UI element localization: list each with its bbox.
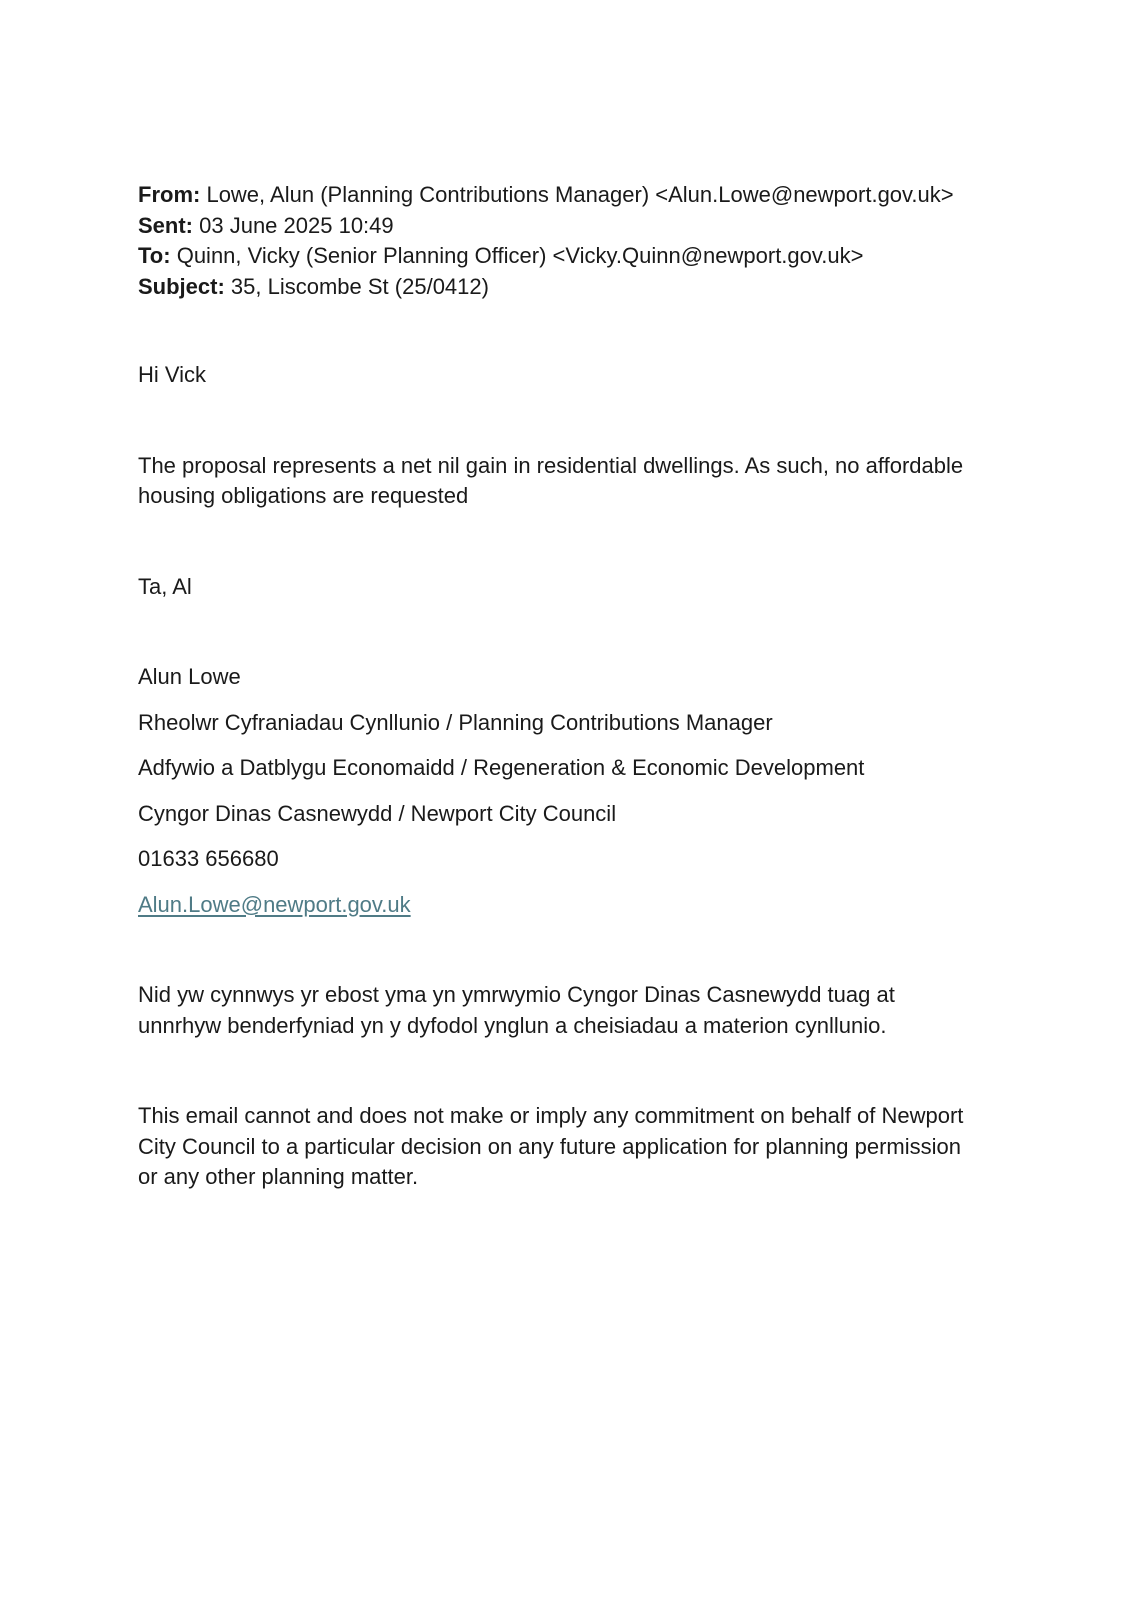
from-label: From:: [138, 182, 201, 207]
signature-email-row: [138, 890, 1018, 921]
to-label: To:: [138, 243, 171, 268]
signoff: Ta, Al: [138, 573, 192, 599]
disclaimer-welsh: [138, 980, 1018, 1041]
signature-block: [138, 662, 1018, 920]
message-line: housing obligations are requested: [138, 483, 469, 508]
header-to: [138, 241, 1018, 272]
signature-title: Rheolwr Cyfraniadau Cynllunio / Planning Contributions Manager: [138, 709, 773, 735]
signature-email-link[interactable]: Alun.Lowe@newport.gov.uk: [138, 891, 411, 917]
signature-council: Cyngor Dinas Casnewydd / Newport City Council: [138, 800, 617, 826]
disclaimer-line: or any other planning matter.: [138, 1164, 419, 1189]
signature-department: Adfywio a Datblygu Economaidd / Regeneration & Economic Development: [138, 755, 865, 780]
disclaimer-line: City Council to a particular decision on any future application for planning permission: [138, 1133, 962, 1159]
to-value: Quinn, Vicky (Senior Planning Officer) <Vicky.Quinn@newport.gov.uk>: [176, 243, 864, 268]
disclaimer-line: unnrhyw benderfyniad yn y dyfodol ynglun a cheisiadau a materion cynllunio.: [138, 1012, 887, 1038]
header-from: [138, 180, 1018, 211]
signature-phone: 01633 656680: [138, 846, 279, 871]
header-sent: [138, 211, 1018, 242]
email-header: [138, 180, 1018, 302]
disclaimer-english: [138, 1101, 1018, 1193]
disclaimer-line: This email cannot and does not make or imply any commitment on behalf of Newport: [138, 1103, 964, 1128]
email-document: [138, 180, 1018, 1193]
sent-value: 03 June 2025 10:49: [199, 212, 394, 238]
greeting: Hi Vick: [138, 362, 207, 387]
from-value: Lowe, Alun (Planning Contributions Manager) <Alun.Lowe@newport.gov.uk>: [206, 182, 954, 207]
sent-label: Sent:: [138, 212, 193, 238]
signature-name: Alun Lowe: [138, 664, 241, 689]
disclaimer-line: Nid yw cynnwys yr ebost yma yn ymrwymio Cyngor Dinas Casnewydd tuag at: [138, 982, 895, 1007]
message-body: [138, 451, 1018, 512]
header-subject: [138, 272, 1018, 303]
message-line: The proposal represents a net nil gain in residential dwellings. As such, no affordable: [138, 452, 964, 478]
subject-value: 35, Liscombe St (25/0412): [230, 273, 489, 299]
subject-label: Subject:: [138, 273, 225, 299]
